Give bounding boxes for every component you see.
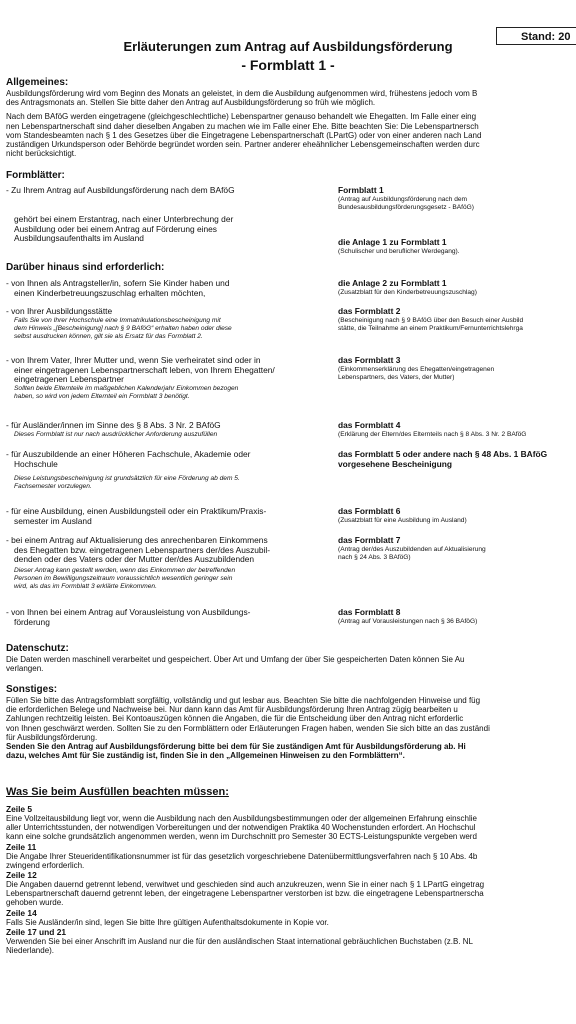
paragraph-line: zuständigen Urkundsperson oder Behörde begründet worden sein. Partner anderer eheähnlicher Lebensgemeinschaften werden durc bbox=[6, 140, 480, 150]
item-note: Fachsemester vorzulegen. bbox=[14, 483, 92, 491]
document-subtitle: - Formblatt 1 - bbox=[241, 57, 335, 73]
item-text: - für Ausländer/innen im Sinne des § 8 Abs. 3 Nr. 2 BAföG bbox=[6, 420, 221, 430]
form-subtitle: (Zusatzblatt für den Kinderbetreuungszuschlag) bbox=[338, 288, 477, 296]
form-title: die Anlage 2 zu Formblatt 1 bbox=[338, 278, 447, 288]
paragraph-line: Die Angabe Ihrer Steueridentifikationsnummer ist für das gesetzlich vorgeschriebene Datenübermittlungsverfahren nach § 10 Abs. 4b bbox=[6, 851, 478, 861]
paragraph-line: Die Angaben dauernd getrennt lebend, verwitwet und geschieden sind auch anzukreuzen, wenn Sie in einer nach § 1 LPartG eingetrag bbox=[6, 880, 485, 890]
paragraph-line: Die Daten werden maschinell verarbeitet und gespeichert. Über Art und Umfang der über Sie gespeicherten Daten können Sie Au bbox=[6, 655, 465, 664]
paragraph-line: für Ausbildungsförderung. bbox=[6, 732, 98, 742]
form-title: vorgesehene Bescheinigung bbox=[338, 458, 453, 469]
section-darueber-heading bbox=[6, 262, 576, 274]
paragraph-line: kann eine solche grundsätzlich angenommen werden, wenn im Durchschnitt pro Semester 30 ECTS-Leistungspunkte vergeben werd bbox=[6, 832, 477, 842]
form-subtitle: (Zusatzblatt für eine Ausbildung im Ausland) bbox=[338, 516, 467, 524]
section-heading: Formblätter: bbox=[6, 170, 65, 181]
section-heading: Was Sie beim Ausfüllen beachten müssen: bbox=[6, 786, 229, 798]
item-text: einer eingetragenen Lebenspartnerschaft leben, von Ihrem Ehegatten/ bbox=[14, 364, 275, 375]
paragraph-line: nicht berücksichtigt. bbox=[6, 149, 77, 159]
item-note: dem Hinweis „[Bescheinigung] nach § 9 BAföG“ erhalten haben oder diese bbox=[14, 324, 232, 332]
paragraph-line: die erforderlichen Belege und Nachweise bei. Nur dann kann das Amt für Ausbildungsförderung Ihren Antrag zügig bearbeiten u bbox=[6, 705, 458, 715]
form-subtitle: nach § 24 Abs. 3 BAföG) bbox=[338, 553, 411, 561]
paragraph-line: Ausbildungsförderung wird vom Beginn des Monats an geleistet, in dem die Ausbildung aufgenommen wird, frühestens jedoch vom B bbox=[6, 89, 478, 98]
item-text: eingetragenen Lebenspartner bbox=[14, 374, 124, 385]
zeile-label: Zeile 17 und 21 bbox=[6, 926, 67, 937]
paragraph-line: von Ihnen geschwärzt werden. Sollten Sie zu den Formblättern oder Erläuterungen Fragen haben, wenden Sie sich bitte an das zuständi bbox=[6, 723, 490, 733]
item-text: - Zu Ihrem Antrag auf Ausbildungsförderung nach dem BAföG bbox=[6, 185, 235, 195]
form-title: das Formblatt 5 oder andere nach § 48 Abs. 1 BAföG bbox=[338, 449, 548, 459]
paragraph-line: Füllen Sie bitte das Antragsformblatt sorgfältig, vollständig und gut lesbar aus. Beachten Sie bitte die nachfolgenden Hinweise und füg bbox=[6, 696, 481, 705]
item-text: denden oder des Vaters oder der Mutter der/des Auszubildenden bbox=[14, 554, 255, 565]
paragraph-line: gehoben wurde. bbox=[6, 898, 64, 908]
section-heading: Allgemeines: bbox=[6, 77, 69, 88]
paragraph-line: Niederlande). bbox=[6, 946, 55, 956]
form-subtitle: (Antrag auf Ausbildungsförderung nach dem bbox=[338, 195, 468, 203]
form-title: das Formblatt 3 bbox=[338, 355, 401, 365]
item-note: Sollten beide Elternteile im maßgeblichen Kalenderjahr Einkommen bezogen bbox=[14, 384, 239, 392]
zeile-label: Zeile 12 bbox=[6, 870, 37, 881]
paragraph-line: Verwenden Sie bei einer Anschrift im Ausland nur die für den ausländischen Staat international gebräuchlichen Buchstaben (z.B. NL bbox=[6, 936, 473, 946]
item-text: Ausbildung oder bei einem Antrag auf Förderung eines bbox=[14, 223, 217, 234]
item-note: Falls Sie von Ihrer Hochschule eine Immatrikulationsbescheinigung mit bbox=[14, 316, 221, 324]
item-text: - von Ihrer Ausbildungsstätte bbox=[6, 306, 113, 316]
form-subtitle: (Einkommenserklärung des Ehegatten/eingetragenen bbox=[338, 365, 495, 373]
form-subtitle: Lebenspartners, des Vaters, der Mutter) bbox=[338, 373, 455, 381]
form-subtitle: (Antrag der/des Auszubildenden auf Aktualisierung bbox=[338, 545, 486, 553]
item-text: - von Ihnen als Antragsteller/in, sofern Sie Kinder haben und bbox=[6, 278, 230, 288]
paragraph-line: Eine Vollzeitausbildung liegt vor, wenn die Ausbildung nach den Ausbildungsbestimmungen oder der allgemeinen Erfahrung einschlie bbox=[6, 814, 477, 823]
section-heading: Darüber hinaus sind erforderlich: bbox=[6, 262, 165, 273]
item-note: Dieser Antrag kann gestellt werden, wenn das Einkommen der betreffenden bbox=[14, 566, 236, 574]
paragraph-line: Lebenspartnerschaft dauernd getrennt leben, der eingetragene Lebenspartner verstorben ist bzw. die eingetragene Lebenspartnerscha bbox=[6, 889, 484, 899]
item-text: förderung bbox=[14, 616, 50, 627]
paragraph-line: Falls Sie Ausländer/in sind, legen Sie bitte Ihre gültigen Aufenthaltsdokumente in Kopie vor. bbox=[6, 917, 329, 927]
form-title: das Formblatt 4 bbox=[338, 420, 401, 430]
paragraph-line: nen Lebenspartnerschaft sind daher dieselben Angaben zu machen wie im Falle einer Ehe. Bitte beachten Sie: Die Lebenspartnersch bbox=[6, 121, 479, 131]
form-subtitle: (Bescheinigung nach § 9 BAföG über den Besuch einer Ausbild bbox=[338, 316, 524, 324]
item-note: Dieses Formblatt ist nur nach ausdrücklicher Anforderung auszufüllen bbox=[14, 430, 218, 438]
form-title: das Formblatt 8 bbox=[338, 607, 401, 617]
form-title: das Formblatt 6 bbox=[338, 506, 401, 516]
form-subtitle: (Antrag auf Vorausleistungen nach § 36 BAföG) bbox=[338, 617, 478, 625]
paragraph-line-bold: dazu, welches Amt für Sie zuständig ist, finden Sie in den „Allgemeinen Hinweisen zu den Formblättern“. bbox=[6, 751, 405, 761]
item-note: wird, als das im Formblatt 3 erklärte Einkommen. bbox=[14, 582, 157, 590]
form-subtitle: (Erklärung der Eltern/des Elternteils nach § 8 Abs. 3 Nr. 2 BAföG bbox=[338, 430, 527, 438]
paragraph-line: Zahlungen rechtzeitig leisten. Bei Kontoauszügen können die Angaben, die für die Entscheidung über den Antrag nicht erforderlic bbox=[6, 714, 464, 724]
stand-box: Stand: 20 bbox=[496, 27, 576, 45]
paragraph-line: vom Standesbeamten nach § 1 des Gesetzes über die Eingetragene Lebenspartnerschaft (LPartG) oder von einer anderen nach Land bbox=[6, 130, 482, 140]
item-note: selbst ausdrucken können, gilt sie als Ersatz für das Formblatt 2. bbox=[14, 332, 203, 340]
form-subtitle: (Schulischer und beruflicher Werdegang). bbox=[338, 247, 460, 255]
item-text: - für eine Ausbildung, einen Ausbildungsteil oder ein Praktikum/Praxis- bbox=[6, 506, 267, 516]
form-title: die Anlage 1 zu Formblatt 1 bbox=[338, 237, 447, 247]
form-title: das Formblatt 7 bbox=[338, 535, 401, 545]
section-datenschutz bbox=[6, 643, 576, 673]
item-text: - für Auszubildende an einer Höheren Fachschule, Akademie oder bbox=[6, 449, 251, 459]
item-text: - von Ihrem Vater, Ihrer Mutter und, wenn Sie verheiratet sind oder in bbox=[6, 355, 261, 365]
item-text: des Ehegatten bzw. eingetragenen Lebenspartners der/des Auszubil- bbox=[14, 544, 271, 555]
paragraph-line: des Antragsmonats an. Stellen Sie bitte daher den Antrag auf Ausbildungsförderung so früh wie möglich. bbox=[6, 98, 376, 108]
form-subtitle: stätte, die Teilnahme an einem Praktikum/Fernunterrichtslehrga bbox=[338, 324, 523, 332]
paragraph-line-bold: Senden Sie den Antrag auf Ausbildungsförderung bitte bei dem für Sie zuständigen Amt für Ausbildungsförderung ab. Hi bbox=[6, 742, 466, 752]
item-text: Ausbildungsaufenthalts im Ausland bbox=[14, 233, 144, 244]
form-title: Formblatt 1 bbox=[338, 185, 384, 195]
item-note: Personen im Bewilligungszeitraum voraussichtlich wesentlich geringer sein bbox=[14, 574, 233, 582]
item-note: haben, so wird von jedem Elternteil ein Formblatt 3 benötigt. bbox=[14, 392, 190, 400]
zeile-label: Zeile 14 bbox=[6, 907, 37, 918]
item-text: semester im Ausland bbox=[14, 515, 92, 526]
section-heading: Datenschutz: bbox=[6, 643, 69, 654]
section-sonstiges bbox=[6, 684, 576, 760]
item-text: - bei einem Antrag auf Aktualisierung des anrechenbaren Einkommens bbox=[6, 535, 268, 545]
paragraph-line: zwingend erforderlich. bbox=[6, 860, 85, 870]
zeile-label: Zeile 11 bbox=[6, 841, 37, 852]
form-title: das Formblatt 2 bbox=[338, 306, 401, 316]
section-beachten bbox=[6, 786, 576, 955]
paragraph-line: aller Unterrichtsstunden, der notwendigen Vorbereitungen und der notwendigen Praktika 40 Wochenstunden erfordert. An Hochschul bbox=[6, 823, 476, 833]
section-formblaetter-heading bbox=[6, 170, 576, 182]
item-text: gehört bei einem Erstantrag, nach einer Unterbrechung der bbox=[14, 214, 234, 224]
paragraph-line: Nach dem BAföG werden eingetragene (gleichgeschlechtliche) Lebenspartner genauso behandelt wie Ehegatten. Im Falle einer eing bbox=[6, 112, 477, 122]
form-subtitle: Bundesausbildungsförderungsgesetz - BAföG) bbox=[338, 203, 474, 211]
section-heading: Sonstiges: bbox=[6, 684, 58, 695]
item-text: Hochschule bbox=[14, 458, 58, 469]
paragraph-line: verlangen. bbox=[6, 664, 44, 674]
section-allgemeines bbox=[6, 77, 576, 158]
document-title: Erläuterungen zum Antrag auf Ausbildungsförderung bbox=[123, 39, 453, 54]
zeile-label: Zeile 5 bbox=[6, 804, 33, 814]
item-text: - von Ihnen bei einem Antrag auf Vorausleistung von Ausbildungs- bbox=[6, 607, 251, 617]
item-note: Diese Leistungsbescheinigung ist grundsätzlich für eine Förderung ab dem 5. bbox=[14, 475, 240, 483]
item-text: einen Kinderbetreuungszuschlag erhalten möchten, bbox=[14, 287, 206, 298]
